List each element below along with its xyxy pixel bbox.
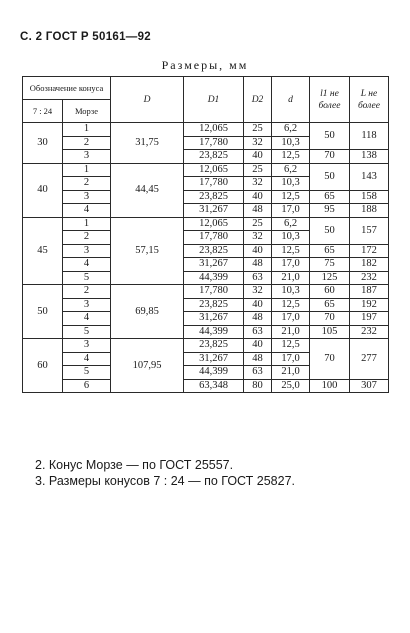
cell-D2: 32 [244,136,272,150]
cell-L: 158 [350,190,389,204]
cell-d: 10,3 [272,231,310,245]
cell-D2: 48 [244,352,272,366]
cell-l1: 65 [310,190,350,204]
cell-morse: 4 [63,204,111,218]
cell-d: 10,3 [272,285,310,299]
cell-L: 138 [350,150,389,164]
cell-D1: 17,780 [184,285,244,299]
table-row [23,285,389,299]
cell-L: 307 [350,379,389,393]
header-L: L не более [350,77,389,123]
cell-l1: 50 [310,123,350,150]
cell-D1: 12,065 [184,163,244,177]
cell-D1: 12,065 [184,217,244,231]
cell-d: 21,0 [272,271,310,285]
cell-D1: 63,348 [184,379,244,393]
header-D2: D2 [244,77,272,123]
cell-L: 192 [350,298,389,312]
cell-D1: 31,267 [184,204,244,218]
header-designation: Обозначение конуса [23,77,111,100]
cell-D2: 40 [244,150,272,164]
cell-morse: 5 [63,325,111,339]
cell-morse: 3 [63,298,111,312]
cell-D1: 17,780 [184,136,244,150]
cell-D2: 40 [244,339,272,353]
cell-l1: 50 [310,217,350,244]
cell-taper: 45 [23,217,63,285]
cell-l1: 70 [310,150,350,164]
cell-D1: 31,267 [184,312,244,326]
cell-d: 10,3 [272,177,310,191]
cell-l1: 100 [310,379,350,393]
cell-D1: 44,399 [184,325,244,339]
table-row [23,217,389,231]
cell-D1: 23,825 [184,190,244,204]
cell-D1: 23,825 [184,150,244,164]
header-D1: D1 [184,77,244,123]
cell-D1: 23,825 [184,298,244,312]
cell-L: 157 [350,217,389,244]
cell-d: 12,5 [272,244,310,258]
dimensions-table [22,76,389,393]
cell-D1: 23,825 [184,339,244,353]
cell-morse: 3 [63,339,111,353]
cell-l1: 70 [310,312,350,326]
cell-d: 17,0 [272,204,310,218]
header-morse: Морзе [63,100,111,123]
cell-d: 6,2 [272,123,310,137]
table-row [23,271,389,285]
table-row [23,150,389,164]
cell-D2: 63 [244,325,272,339]
cell-D2: 25 [244,217,272,231]
cell-morse: 4 [63,312,111,326]
header-D: D [111,77,184,123]
cell-D2: 32 [244,231,272,245]
table-row [23,325,389,339]
cell-D2: 32 [244,285,272,299]
cell-d: 12,5 [272,339,310,353]
cell-D1: 17,780 [184,231,244,245]
cell-taper: 30 [23,123,63,164]
table-row [23,190,389,204]
cell-D1: 31,267 [184,258,244,272]
cell-l1: 65 [310,298,350,312]
cell-morse: 1 [63,217,111,231]
cell-l1: 60 [310,285,350,299]
table-row [23,163,389,177]
cell-morse: 1 [63,163,111,177]
cell-L: 172 [350,244,389,258]
cell-taper: 60 [23,339,63,393]
cell-morse: 3 [63,150,111,164]
cell-l1: 65 [310,244,350,258]
cell-L: 197 [350,312,389,326]
table-row [23,244,389,258]
cell-l1: 50 [310,163,350,190]
cell-D: 57,15 [111,217,184,285]
cell-D1: 44,399 [184,366,244,380]
cell-L: 182 [350,258,389,272]
cell-l1: 125 [310,271,350,285]
table-row [23,123,389,137]
cell-D2: 63 [244,366,272,380]
cell-D1: 44,399 [184,271,244,285]
cell-morse: 1 [63,123,111,137]
cell-D2: 25 [244,163,272,177]
cell-D2: 32 [244,177,272,191]
cell-L: 188 [350,204,389,218]
cell-d: 17,0 [272,352,310,366]
cell-d: 21,0 [272,325,310,339]
cell-morse: 3 [63,190,111,204]
cell-d: 6,2 [272,217,310,231]
cell-d: 25,0 [272,379,310,393]
cell-morse: 4 [63,352,111,366]
cell-L: 118 [350,123,389,150]
cell-D: 31,75 [111,123,184,164]
cell-D2: 63 [244,271,272,285]
header-d: d [272,77,310,123]
cell-morse: 2 [63,136,111,150]
table-row [23,312,389,326]
header-taper: 7 : 24 [23,100,63,123]
table-row [23,258,389,272]
cell-d: 6,2 [272,163,310,177]
cell-l1: 75 [310,258,350,272]
table-body [23,123,389,393]
cell-D2: 48 [244,258,272,272]
header-l1: l1 не более [310,77,350,123]
cell-D: 107,95 [111,339,184,393]
cell-morse: 2 [63,231,111,245]
cell-D1: 23,825 [184,244,244,258]
cell-morse: 5 [63,271,111,285]
cell-L: 232 [350,325,389,339]
cell-morse: 2 [63,177,111,191]
cell-L: 232 [350,271,389,285]
cell-D: 44,45 [111,163,184,217]
cell-D2: 48 [244,204,272,218]
cell-morse: 5 [63,366,111,380]
cell-D2: 40 [244,244,272,258]
cell-L: 187 [350,285,389,299]
cell-taper: 40 [23,163,63,217]
cell-L: 143 [350,163,389,190]
cell-d: 17,0 [272,258,310,272]
cell-L: 277 [350,339,389,380]
table-caption: Размеры, мм [161,58,249,72]
cell-d: 12,5 [272,150,310,164]
page-header: С. 2 ГОСТ Р 50161—92 [20,31,151,43]
cell-d: 21,0 [272,366,310,380]
cell-D1: 31,267 [184,352,244,366]
cell-l1: 95 [310,204,350,218]
cell-D1: 12,065 [184,123,244,137]
cell-d: 10,3 [272,136,310,150]
cell-l1: 70 [310,339,350,380]
cell-D2: 80 [244,379,272,393]
table-row [23,204,389,218]
notes [35,457,295,489]
cell-morse: 6 [63,379,111,393]
cell-D2: 25 [244,123,272,137]
cell-d: 17,0 [272,312,310,326]
table-row [23,298,389,312]
cell-d: 12,5 [272,190,310,204]
cell-morse: 2 [63,285,111,299]
cell-D2: 48 [244,312,272,326]
cell-D2: 40 [244,298,272,312]
cell-D2: 40 [244,190,272,204]
cell-d: 12,5 [272,298,310,312]
note-2: 3. Размеры конусов 7 : 24 — по ГОСТ 25827. [35,474,296,488]
cell-morse: 4 [63,258,111,272]
table-row [23,379,389,393]
cell-D1: 17,780 [184,177,244,191]
cell-D: 69,85 [111,285,184,339]
table-row [23,339,389,353]
note-1: 2. Конус Морзе — по ГОСТ 25557. [35,458,234,472]
cell-taper: 50 [23,285,63,339]
cell-morse: 3 [63,244,111,258]
cell-l1: 105 [310,325,350,339]
